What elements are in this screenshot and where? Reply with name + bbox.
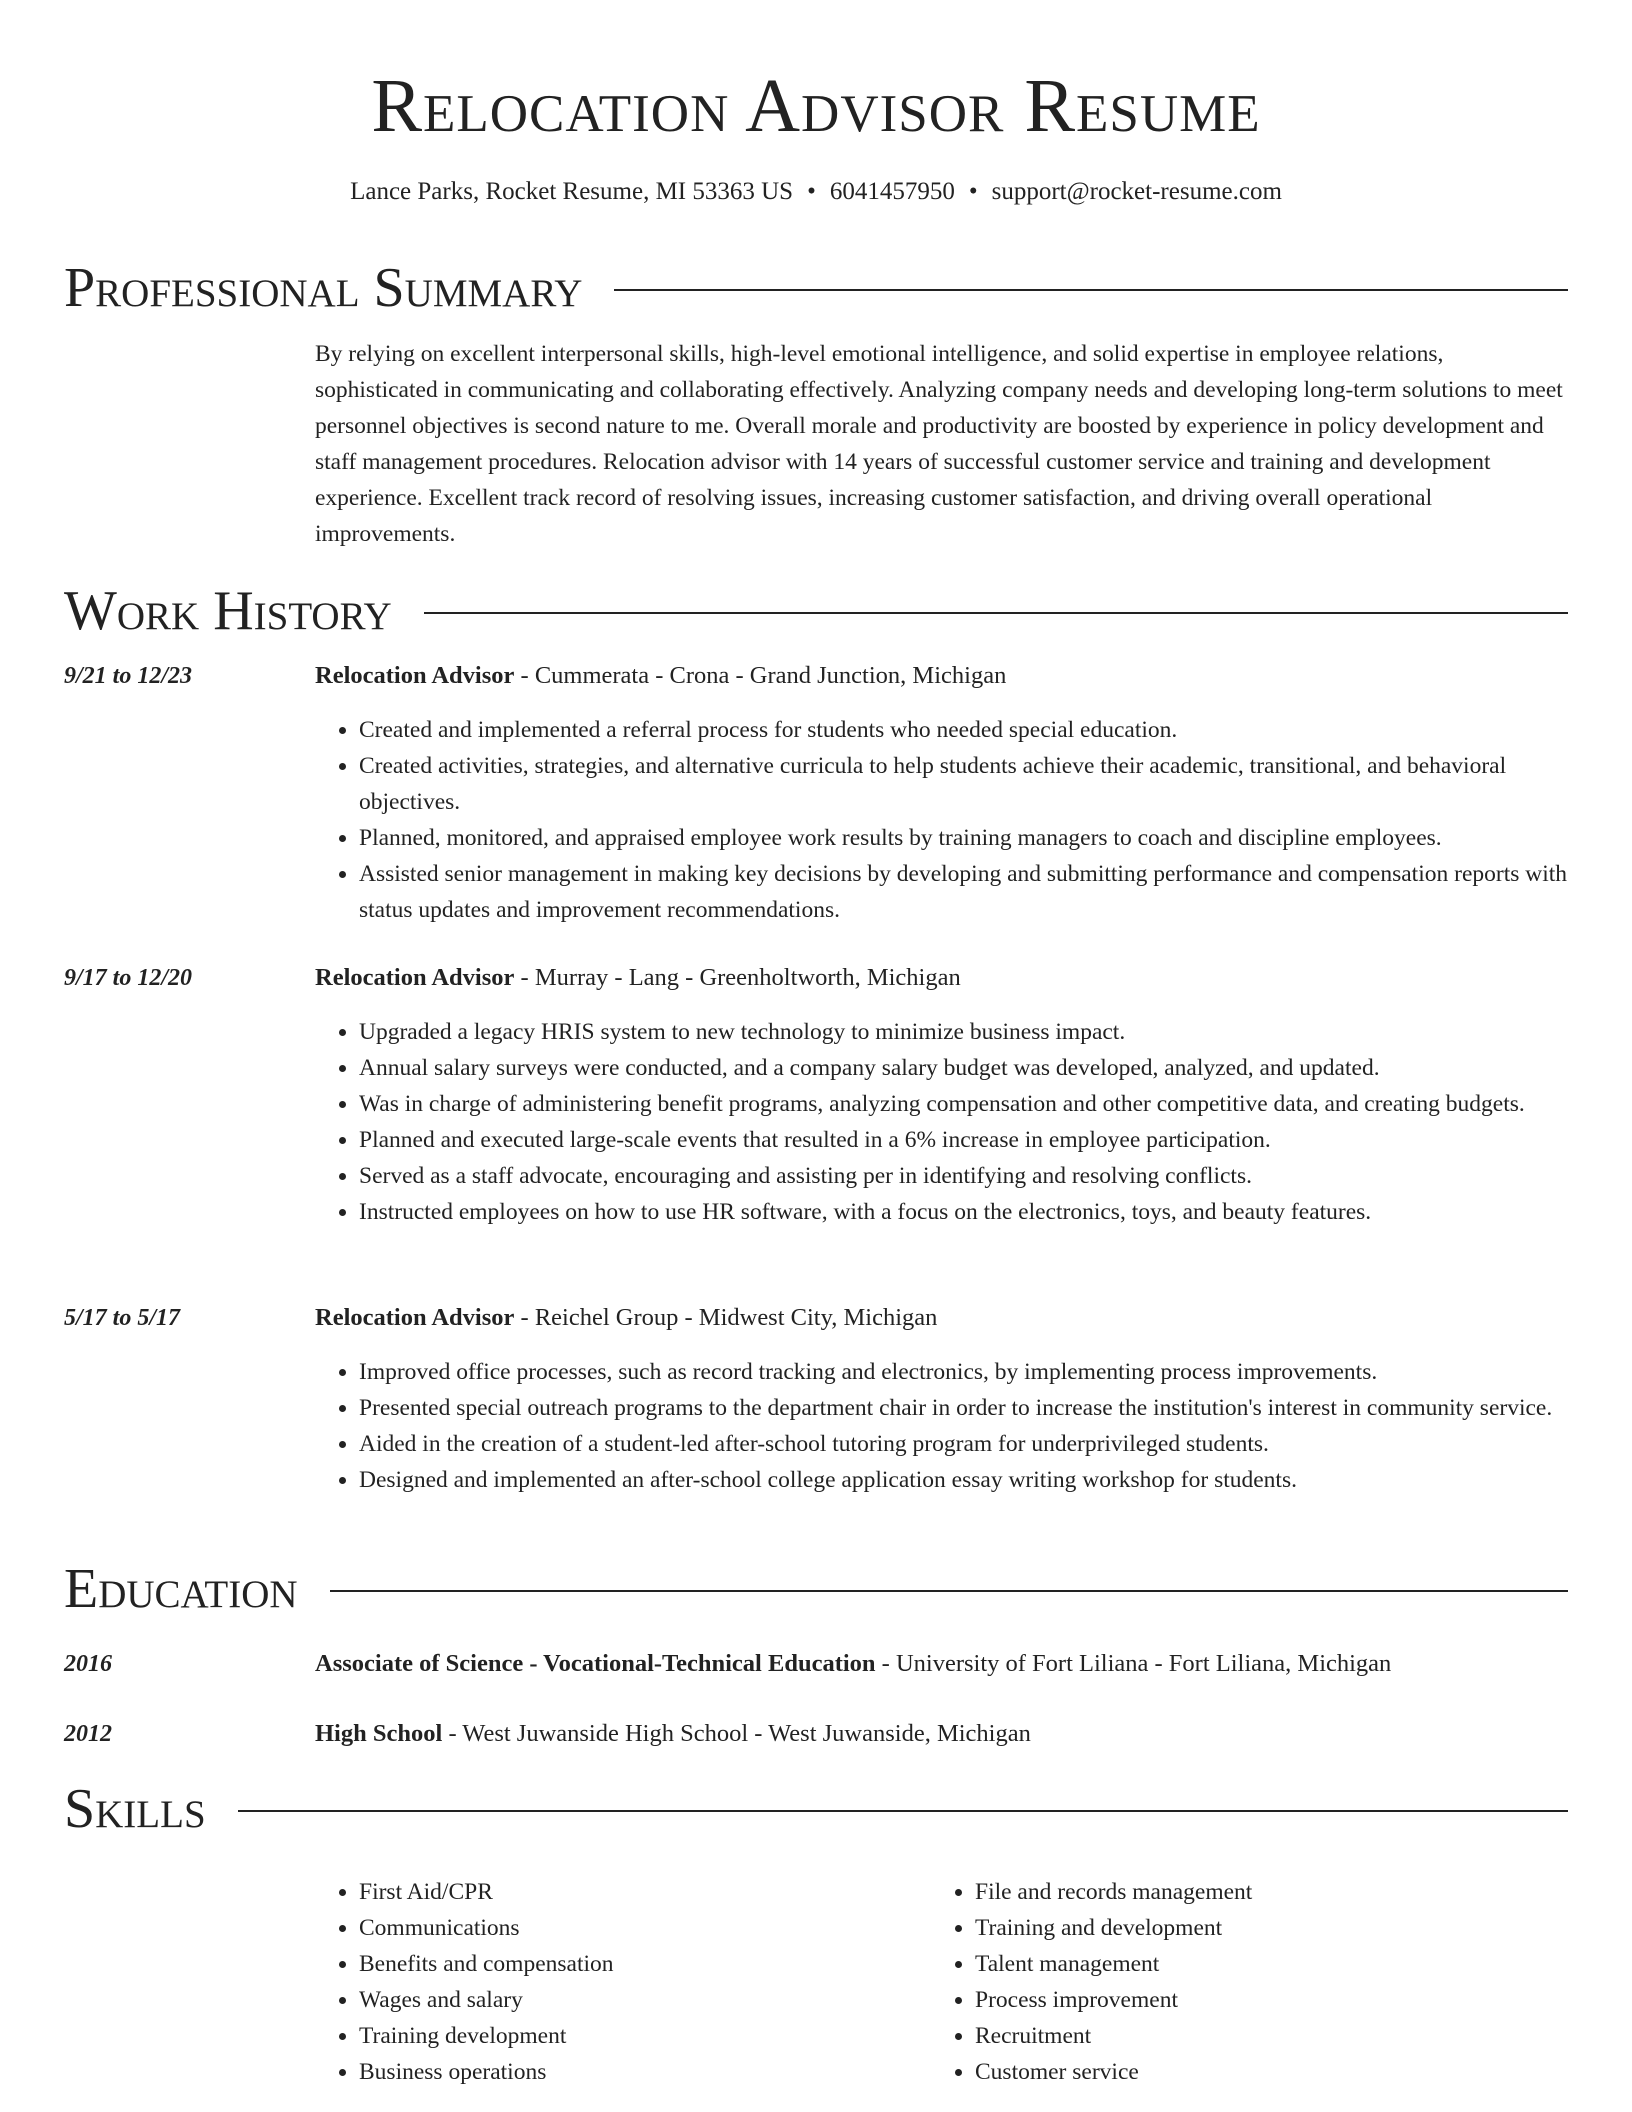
list-item: • Created and implemented a referral process for students who needed special education. bbox=[359, 712, 1568, 748]
contact-address: Lance Parks, Rocket Resume, MI 53363 US bbox=[350, 178, 794, 205]
work-dates: 5/17 to 5/17 bbox=[64, 1305, 181, 1331]
list-item: • Was in charge of administering benefit programs, analyzing compensation and other competitive data, and creating budgets. bbox=[359, 1086, 1568, 1122]
list-item: • Annual salary surveys were conducted, and a company salary budget was developed, analyzed, and updated. bbox=[359, 1050, 1568, 1086]
list-item: • Assisted senior management in making key decisions by developing and submitting performance and compensation reports with status updates and improvement recommendations. bbox=[359, 856, 1568, 928]
work-headline bbox=[315, 960, 1568, 996]
education-details: - West Juwanside High School - West Juwanside, Michigan bbox=[442, 1720, 1031, 1747]
section-divider bbox=[424, 612, 1568, 614]
list-item: • Improved office processes, such as record tracking and electronics, by implementing process improvements. bbox=[359, 1354, 1568, 1390]
work-bullets bbox=[315, 1014, 1568, 1230]
education-year: 2012 bbox=[64, 1721, 112, 1747]
list-item: • Designed and implemented an after-school college application essay writing workshop for students. bbox=[359, 1462, 1568, 1498]
summary-text: By relying on excellent interpersonal skills, high-level emotional intelligence, and solid expertise in employee relations, sophisticated in communicating and collaborating effectively. Analyzing company needs and developing long-term solutions to meet personnel objectives is second nature to me. Overall morale and productivity are boosted by experience in policy development and staff management procedures. Relocation advisor with 14 years of successful customer service and training and development experience. Excellent track record of resolving issues, increasing customer satisfaction, and driving overall operational improvements. bbox=[315, 341, 1563, 547]
list-item: • Training development bbox=[359, 2018, 931, 2054]
skills-section-header bbox=[64, 1774, 1568, 1844]
contact-separator: • bbox=[968, 178, 978, 205]
work-dates: 9/17 to 12/20 bbox=[64, 965, 193, 991]
list-item: • Benefits and compensation bbox=[359, 1946, 931, 1982]
list-item: • File and records management bbox=[975, 1874, 1547, 1910]
skills-list-left bbox=[315, 1874, 931, 2090]
list-item: • Presented special outreach programs to the department chair in order to increase the institution's interest in community service. bbox=[359, 1390, 1568, 1426]
list-item: • Communications bbox=[359, 1910, 931, 1946]
work-headline bbox=[315, 1300, 1568, 1336]
education-degree: High School bbox=[315, 1720, 443, 1747]
section-divider bbox=[330, 1590, 1568, 1592]
list-item: • Instructed employees on how to use HR software, with a focus on the electronics, toys, and beauty features. bbox=[359, 1194, 1568, 1230]
list-item: • Talent management bbox=[975, 1946, 1547, 1982]
summary-heading: Professional Summary bbox=[64, 257, 583, 319]
summary-section-header bbox=[64, 253, 1568, 323]
work-dates: 9/21 to 12/23 bbox=[64, 663, 193, 689]
list-item: • Planned, monitored, and appraised employee work results by training managers to coach and discipline employees. bbox=[359, 820, 1568, 856]
education-heading: Education bbox=[64, 1558, 298, 1620]
work-role: Relocation Advisor bbox=[315, 1304, 515, 1331]
list-item: • Aided in the creation of a student-led after-school tutoring program for underprivileged students. bbox=[359, 1426, 1568, 1462]
work-role: Relocation Advisor bbox=[315, 964, 515, 991]
list-item: • Upgraded a legacy HRIS system to new technology to minimize business impact. bbox=[359, 1014, 1568, 1050]
education-headline bbox=[315, 1646, 1568, 1682]
work-heading: Work History bbox=[64, 580, 392, 642]
work-details: - Murray - Lang - Greenholtworth, Michigan bbox=[514, 964, 961, 991]
list-item: • Process improvement bbox=[975, 1982, 1547, 2018]
skills-columns bbox=[315, 1874, 1568, 2090]
contact-email: support@rocket-resume.com bbox=[991, 178, 1282, 205]
list-item: • Training and development bbox=[975, 1910, 1547, 1946]
education-details: - University of Fort Liliana - Fort Liliana, Michigan bbox=[875, 1650, 1392, 1677]
work-details: - Cummerata - Crona - Grand Junction, Michigan bbox=[514, 662, 1007, 689]
education-degree: Associate of Science - Vocational-Technical Education bbox=[315, 1650, 876, 1677]
list-item: • Served as a staff advocate, encouraging and assisting per in identifying and resolving conflicts. bbox=[359, 1158, 1568, 1194]
work-headline bbox=[315, 658, 1568, 694]
education-section-header bbox=[64, 1554, 1568, 1624]
list-item: • Planned and executed large-scale events that resulted in a 6% increase in employee participation. bbox=[359, 1122, 1568, 1158]
skills-heading: Skills bbox=[64, 1778, 206, 1840]
section-divider bbox=[238, 1810, 1568, 1812]
contact-phone: 6041457950 bbox=[829, 178, 955, 205]
contact-line bbox=[64, 172, 1568, 212]
section-divider bbox=[614, 289, 1568, 291]
education-year: 2016 bbox=[64, 1651, 112, 1677]
list-item: • First Aid/CPR bbox=[359, 1874, 931, 1910]
skills-list-right bbox=[931, 1874, 1547, 2090]
list-item: • Customer service bbox=[975, 2054, 1547, 2090]
list-item: • Wages and salary bbox=[359, 1982, 931, 2018]
list-item: • Recruitment bbox=[975, 2018, 1547, 2054]
page-title: Relocation Advisor Resume bbox=[371, 64, 1261, 148]
work-bullets bbox=[315, 712, 1568, 928]
work-role: Relocation Advisor bbox=[315, 662, 515, 689]
list-item: • Created activities, strategies, and alternative curricula to help students achieve their academic, transitional, and behavioral objectives. bbox=[359, 748, 1568, 820]
education-headline bbox=[315, 1716, 1568, 1752]
work-section-header bbox=[64, 576, 1568, 646]
contact-separator: • bbox=[807, 178, 816, 205]
list-item: • Business operations bbox=[359, 2054, 931, 2090]
work-bullets bbox=[315, 1354, 1568, 1498]
work-details: - Reichel Group - Midwest City, Michigan bbox=[514, 1304, 938, 1331]
